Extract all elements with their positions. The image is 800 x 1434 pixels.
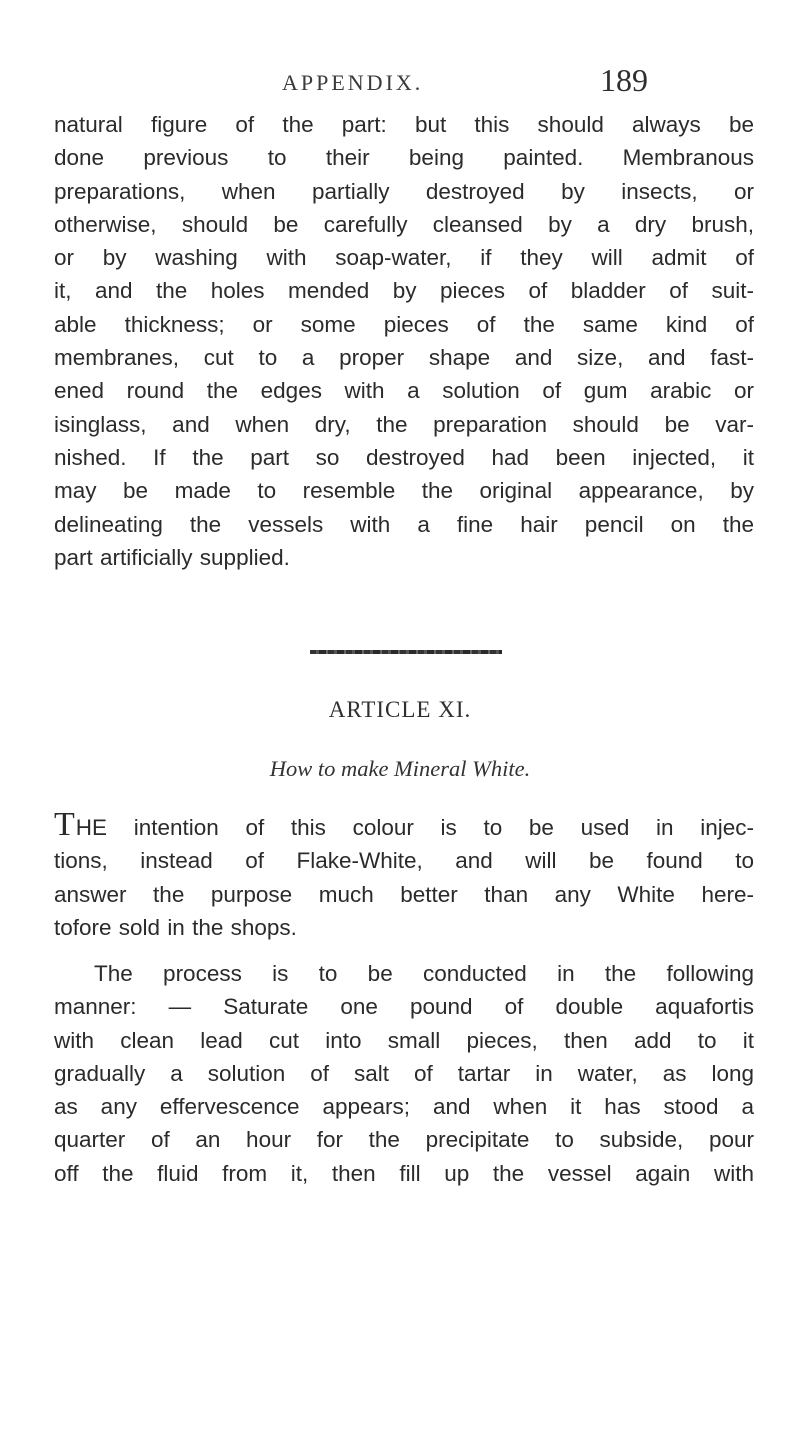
article-subtitle: How to make Mineral White. <box>269 756 531 781</box>
text-line: may be made to resemble the original appearance, by <box>54 478 754 504</box>
text-line: it, and the holes mended by pieces of bladder of suit- <box>54 278 754 304</box>
text-line: delineating the vessels with a fine hair pencil on the <box>54 511 754 537</box>
text-line: quarter of an hour for the precipitate to subside, pour <box>54 1127 754 1153</box>
text-line: tions, instead of Flake-White, and will be found to <box>54 848 754 874</box>
text-line: part artificially supplied. <box>54 544 290 570</box>
text-line: natural figure of the part: but this should always be <box>54 112 754 137</box>
text-line: tofore sold in the shops. <box>54 914 297 940</box>
text-line: off the fluid from it, then fill up the vessel again with <box>54 1160 754 1186</box>
text-line: as any effervescence appears; and when it has stood a <box>54 1094 754 1120</box>
text-line: done previous to their being painted. Membranous <box>54 145 754 171</box>
text-line: ened round the edges with a solution of gum arabic or <box>54 378 754 404</box>
page-header <box>0 62 800 102</box>
running-head: APPENDIX. <box>282 70 424 95</box>
text-line: membranes, cut to a proper shape and size, and fast- <box>54 345 754 371</box>
text-line: or by washing with soap-water, if they will admit of <box>54 245 754 271</box>
text-line <box>54 806 754 844</box>
text-line: nished. If the part so destroyed had been injected, it <box>54 444 754 470</box>
paragraph-process <box>54 957 754 1190</box>
page-number: 189 <box>600 62 648 98</box>
text-line: able thickness; or some pieces of the same kind of <box>54 311 754 337</box>
text-line: gradually a solution of salt of tartar in water, as long <box>54 1060 754 1086</box>
text-line: with clean lead cut into small pieces, then add to it <box>54 1027 754 1053</box>
text-line: otherwise, should be carefully cleansed by a dry brush, <box>54 211 754 237</box>
ornamental-rule <box>310 650 502 654</box>
text-line: preparations, when partially destroyed by insects, or <box>54 178 754 204</box>
drop-cap: T <box>54 806 75 843</box>
paragraph-continued <box>54 108 754 574</box>
text-line: The process is to be conducted in the following <box>94 961 754 986</box>
text-line: manner: — Saturate one pound of double aquafortis <box>54 994 754 1020</box>
text-line-rest: HE intention of this colour is to be used in injec- <box>75 815 754 840</box>
text-line: isinglass, and when dry, the preparation should be var- <box>54 411 754 437</box>
text-line: answer the purpose much better than any White here- <box>54 881 754 907</box>
article-heading: ARTICLE XI. <box>328 697 472 722</box>
paragraph-intention <box>54 806 754 944</box>
